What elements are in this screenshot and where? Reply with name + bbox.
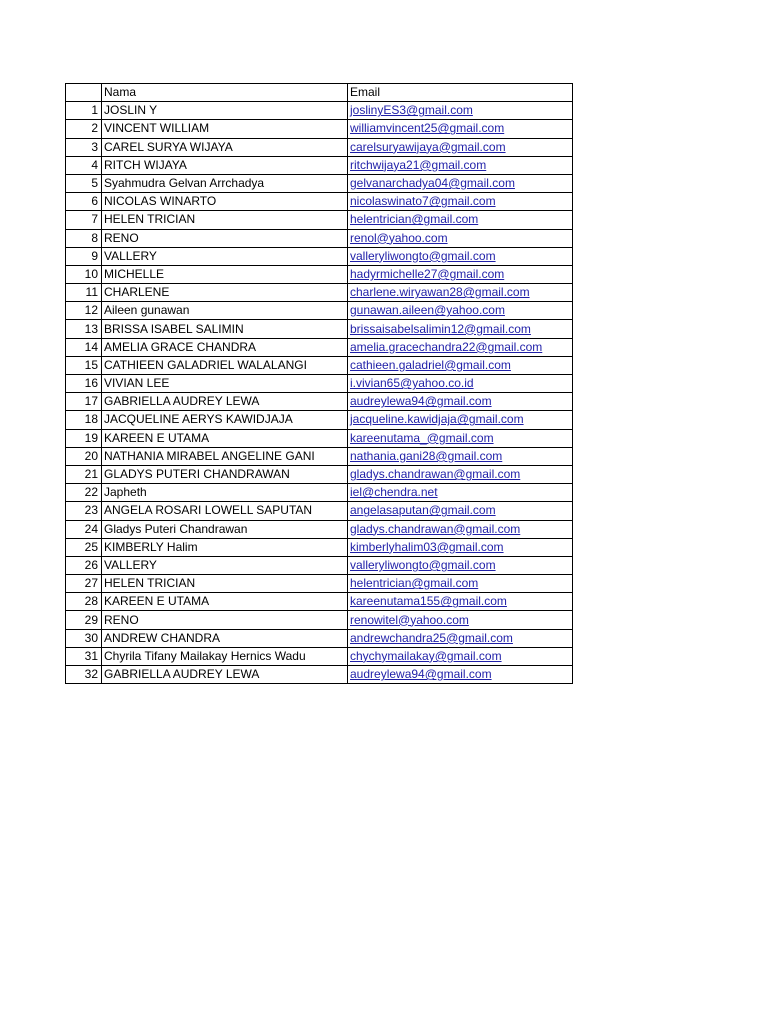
row-email-cell — [348, 102, 573, 120]
row-number: 19 — [66, 429, 102, 447]
row-email-cell — [348, 302, 573, 320]
email-link[interactable]: andrewchandra25@gmail.com — [350, 630, 513, 645]
table-row — [66, 102, 573, 120]
row-name: JACQUELINE AERYS KAWIDJAJA — [102, 411, 348, 429]
row-number: 6 — [66, 193, 102, 211]
email-link[interactable]: helentrician@gmail.com — [350, 212, 479, 227]
row-number: 31 — [66, 647, 102, 665]
email-link[interactable]: chychymailakay@gmail.com — [350, 648, 502, 663]
row-email-cell — [348, 193, 573, 211]
row-name: Gladys Puteri Chandrawan — [102, 520, 348, 538]
row-name: RENO — [102, 229, 348, 247]
row-name: MICHELLE — [102, 265, 348, 283]
row-name: Japheth — [102, 484, 348, 502]
email-link[interactable]: angelasaputan@gmail.com — [350, 503, 496, 518]
email-link[interactable]: amelia.gracechandra22@gmail.com — [350, 339, 543, 354]
email-link[interactable]: nathania.gani28@gmail.com — [350, 448, 503, 463]
email-link[interactable]: jacqueline.kawidjaja@gmail.com — [350, 412, 524, 427]
table-row — [66, 429, 573, 447]
row-email-cell — [348, 556, 573, 574]
row-number: 9 — [66, 247, 102, 265]
row-email-cell — [348, 356, 573, 374]
row-email-cell — [348, 593, 573, 611]
row-number: 7 — [66, 211, 102, 229]
email-link[interactable]: renol@yahoo.com — [350, 230, 448, 245]
table-row — [66, 629, 573, 647]
row-email-cell — [348, 320, 573, 338]
table-row — [66, 138, 573, 156]
row-name: NICOLAS WINARTO — [102, 193, 348, 211]
row-name: ANDREW CHANDRA — [102, 629, 348, 647]
row-email-cell — [348, 174, 573, 192]
row-email-cell — [348, 229, 573, 247]
row-email-cell — [348, 411, 573, 429]
table-row — [66, 520, 573, 538]
row-number: 17 — [66, 393, 102, 411]
row-email-cell — [348, 138, 573, 156]
email-link[interactable]: nicolaswinato7@gmail.com — [350, 194, 496, 209]
row-email-cell — [348, 465, 573, 483]
row-email-cell — [348, 393, 573, 411]
row-number: 11 — [66, 284, 102, 302]
row-email-cell — [348, 120, 573, 138]
row-number: 25 — [66, 538, 102, 556]
row-email-cell — [348, 284, 573, 302]
table-row — [66, 447, 573, 465]
email-link[interactable]: charlene.wiryawan28@gmail.com — [350, 285, 530, 300]
table-row — [66, 120, 573, 138]
row-email-cell — [348, 666, 573, 684]
row-name: VALLERY — [102, 247, 348, 265]
row-name: GABRIELLA AUDREY LEWA — [102, 393, 348, 411]
row-number: 23 — [66, 502, 102, 520]
row-number: 10 — [66, 265, 102, 283]
row-name: HELEN TRICIAN — [102, 211, 348, 229]
row-name: CATHIEEN GALADRIEL WALALANGI — [102, 356, 348, 374]
row-name: Chyrila Tifany Mailakay Hernics Wadu — [102, 647, 348, 665]
table-row — [66, 320, 573, 338]
email-link[interactable]: audreylewa94@gmail.com — [350, 667, 492, 682]
row-name: ANGELA ROSARI LOWELL SAPUTAN — [102, 502, 348, 520]
email-link[interactable]: helentrician@gmail.com — [350, 576, 479, 591]
email-link[interactable]: hadyrmichelle27@gmail.com — [350, 266, 505, 281]
email-link[interactable]: valleryliwongto@gmail.com — [350, 557, 496, 572]
row-name: NATHANIA MIRABEL ANGELINE GANI — [102, 447, 348, 465]
table-row — [66, 538, 573, 556]
table-row — [66, 211, 573, 229]
row-name: BRISSA ISABEL SALIMIN — [102, 320, 348, 338]
table-header-row — [66, 84, 573, 102]
email-link[interactable]: i.vivian65@yahoo.co.id — [350, 376, 474, 391]
row-email-cell — [348, 429, 573, 447]
row-number: 21 — [66, 465, 102, 483]
row-number: 16 — [66, 375, 102, 393]
row-number: 30 — [66, 629, 102, 647]
header-number — [66, 84, 102, 102]
row-name: KAREEN E UTAMA — [102, 429, 348, 447]
email-link[interactable]: audreylewa94@gmail.com — [350, 394, 492, 409]
row-email-cell — [348, 629, 573, 647]
table-row — [66, 393, 573, 411]
row-email-cell — [348, 647, 573, 665]
email-link[interactable]: iel@chendra.net — [350, 485, 438, 500]
table-row — [66, 502, 573, 520]
row-name: VIVIAN LEE — [102, 375, 348, 393]
table-row — [66, 593, 573, 611]
row-name: GABRIELLA AUDREY LEWA — [102, 666, 348, 684]
row-name: Aileen gunawan — [102, 302, 348, 320]
row-name: AMELIA GRACE CHANDRA — [102, 338, 348, 356]
row-email-cell — [348, 247, 573, 265]
email-link[interactable]: renowitel@yahoo.com — [350, 612, 469, 627]
email-link[interactable]: gladys.chandrawan@gmail.com — [350, 467, 521, 482]
table-row — [66, 484, 573, 502]
row-email-cell — [348, 611, 573, 629]
row-email-cell — [348, 575, 573, 593]
row-email-cell — [348, 211, 573, 229]
row-number: 1 — [66, 102, 102, 120]
email-link[interactable]: kareenutama_@gmail.com — [350, 430, 494, 445]
row-number: 27 — [66, 575, 102, 593]
table-row — [66, 338, 573, 356]
header-email: Email — [348, 84, 573, 102]
row-name: KAREEN E UTAMA — [102, 593, 348, 611]
table-row — [66, 156, 573, 174]
email-link[interactable]: ritchwijaya21@gmail.com — [350, 157, 487, 172]
row-name: KIMBERLY Halim — [102, 538, 348, 556]
row-email-cell — [348, 520, 573, 538]
row-email-cell — [348, 447, 573, 465]
row-number: 3 — [66, 138, 102, 156]
row-number: 29 — [66, 611, 102, 629]
row-name: HELEN TRICIAN — [102, 575, 348, 593]
email-link[interactable]: carelsuryawijaya@gmail.com — [350, 139, 506, 154]
table-row — [66, 465, 573, 483]
table-row — [66, 647, 573, 665]
table-row — [66, 229, 573, 247]
row-number: 12 — [66, 302, 102, 320]
row-name: RITCH WIJAYA — [102, 156, 348, 174]
row-number: 26 — [66, 556, 102, 574]
row-email-cell — [348, 375, 573, 393]
table-row — [66, 247, 573, 265]
row-number: 14 — [66, 338, 102, 356]
email-link[interactable]: valleryliwongto@gmail.com — [350, 248, 496, 263]
row-number: 13 — [66, 320, 102, 338]
table-row — [66, 302, 573, 320]
row-email-cell — [348, 156, 573, 174]
email-link[interactable]: brissaisabelsalimin12@gmail.com — [350, 321, 531, 336]
row-name: VALLERY — [102, 556, 348, 574]
contacts-table — [65, 83, 573, 684]
row-name: CAREL SURYA WIJAYA — [102, 138, 348, 156]
row-number: 15 — [66, 356, 102, 374]
row-number: 4 — [66, 156, 102, 174]
email-link[interactable]: gladys.chandrawan@gmail.com — [350, 521, 521, 536]
row-number: 8 — [66, 229, 102, 247]
email-link[interactable]: kimberlyhalim03@gmail.com — [350, 539, 504, 554]
table-row — [66, 611, 573, 629]
email-link[interactable]: gunawan.aileen@yahoo.com — [350, 303, 505, 318]
email-link[interactable]: joslinyES3@gmail.com — [350, 103, 473, 118]
table-row — [66, 284, 573, 302]
row-name: VINCENT WILLIAM — [102, 120, 348, 138]
table-row — [66, 375, 573, 393]
row-email-cell — [348, 484, 573, 502]
email-link[interactable]: kareenutama155@gmail.com — [350, 594, 507, 609]
row-number: 28 — [66, 593, 102, 611]
table-row — [66, 193, 573, 211]
header-nama: Nama — [102, 84, 348, 102]
row-number: 2 — [66, 120, 102, 138]
table-row — [66, 666, 573, 684]
row-number: 32 — [66, 666, 102, 684]
table-row — [66, 556, 573, 574]
row-number: 22 — [66, 484, 102, 502]
table-row — [66, 411, 573, 429]
table-row — [66, 575, 573, 593]
row-email-cell — [348, 502, 573, 520]
row-name: RENO — [102, 611, 348, 629]
row-email-cell — [348, 338, 573, 356]
email-link[interactable]: williamvincent25@gmail.com — [350, 121, 505, 136]
email-link[interactable]: gelvanarchadya04@gmail.com — [350, 176, 515, 191]
table-row — [66, 265, 573, 283]
row-name: CHARLENE — [102, 284, 348, 302]
email-link[interactable]: cathieen.galadriel@gmail.com — [350, 357, 511, 372]
row-email-cell — [348, 265, 573, 283]
row-name: JOSLIN Y — [102, 102, 348, 120]
row-email-cell — [348, 538, 573, 556]
table-row — [66, 174, 573, 192]
row-number: 18 — [66, 411, 102, 429]
row-number: 5 — [66, 174, 102, 192]
row-name: GLADYS PUTERI CHANDRAWAN — [102, 465, 348, 483]
row-number: 20 — [66, 447, 102, 465]
row-name: Syahmudra Gelvan Arrchadya — [102, 174, 348, 192]
row-number: 24 — [66, 520, 102, 538]
table-row — [66, 356, 573, 374]
